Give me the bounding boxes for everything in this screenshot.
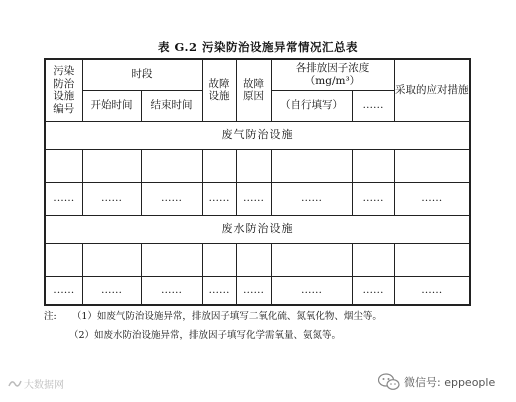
ellipsis-cell: …… xyxy=(141,276,202,305)
watermark-left-text: 大数据网 xyxy=(24,380,64,391)
wechat-icon xyxy=(378,373,400,391)
header-concentration: 各排放因子浓度 （mg/m³） xyxy=(271,59,394,90)
table-cell xyxy=(202,149,236,182)
ellipsis-cell: …… xyxy=(394,182,470,215)
ellipsis-cell: …… xyxy=(236,182,271,215)
table-cell xyxy=(394,243,470,276)
ellipsis-cell: …… xyxy=(352,182,394,215)
ellipsis-cell: …… xyxy=(202,276,236,305)
header-measures: 采取的应对措施 xyxy=(394,59,470,121)
ellipsis-cell: …… xyxy=(352,276,394,305)
table-cell xyxy=(45,149,82,182)
table-cell xyxy=(202,243,236,276)
anomaly-summary-table xyxy=(44,58,471,306)
header-fault-facility: 故障 设施 xyxy=(202,59,236,121)
table-cell xyxy=(394,149,470,182)
header-period: 时段 xyxy=(82,59,202,90)
watermark-left xyxy=(8,376,64,391)
ellipsis-cell: …… xyxy=(202,182,236,215)
table-cell xyxy=(82,243,141,276)
ellipsis-cell: …… xyxy=(82,182,141,215)
ellipsis-cell: …… xyxy=(45,182,82,215)
ellipsis-cell: …… xyxy=(82,276,141,305)
ellipsis-cell: …… xyxy=(271,276,352,305)
header-facility-id: 污染 防治 设施 编号 xyxy=(45,59,82,121)
table-cell xyxy=(82,149,141,182)
ellipsis-cell: …… xyxy=(236,276,271,305)
table-cell xyxy=(236,243,271,276)
ellipsis-cell: …… xyxy=(141,182,202,215)
table-cell xyxy=(352,243,394,276)
table-title: 表 G.2 污染防治设施异常情况汇总表 xyxy=(158,40,358,54)
watermark-right-text: 微信号: eppeople xyxy=(404,376,496,389)
table-notes xyxy=(44,307,382,345)
header-end-time: 结束时间 xyxy=(141,90,202,121)
ellipsis-cell: …… xyxy=(45,276,82,305)
table-cell xyxy=(236,149,271,182)
section-waste-gas: 废气防治设施 xyxy=(45,121,470,149)
ellipsis-cell: …… xyxy=(394,276,470,305)
notes-prefix: 注: xyxy=(44,311,57,322)
table-cell xyxy=(141,149,202,182)
header-fault-cause: 故障 原因 xyxy=(236,59,271,121)
header-start-time: 开始时间 xyxy=(82,90,141,121)
header-more-factors: …… xyxy=(352,90,394,121)
table-cell xyxy=(141,243,202,276)
table-cell xyxy=(271,243,352,276)
ellipsis-cell: …… xyxy=(271,182,352,215)
note-2: （2）如废水防治设施异常，排放因子填写化学需氧量、氨氮等。 xyxy=(69,330,342,341)
table-cell xyxy=(45,243,82,276)
note-1: （1）如废气防治设施异常，排放因子填写二氧化硫、氮氧化物、烟尘等。 xyxy=(71,311,382,322)
watermark-right xyxy=(378,373,495,391)
table-cell xyxy=(352,149,394,182)
section-waste-water: 废水防治设施 xyxy=(45,215,470,243)
table-cell xyxy=(271,149,352,182)
watermark-logo-icon xyxy=(8,378,22,390)
header-self-fill: （自行填写） xyxy=(271,90,352,121)
